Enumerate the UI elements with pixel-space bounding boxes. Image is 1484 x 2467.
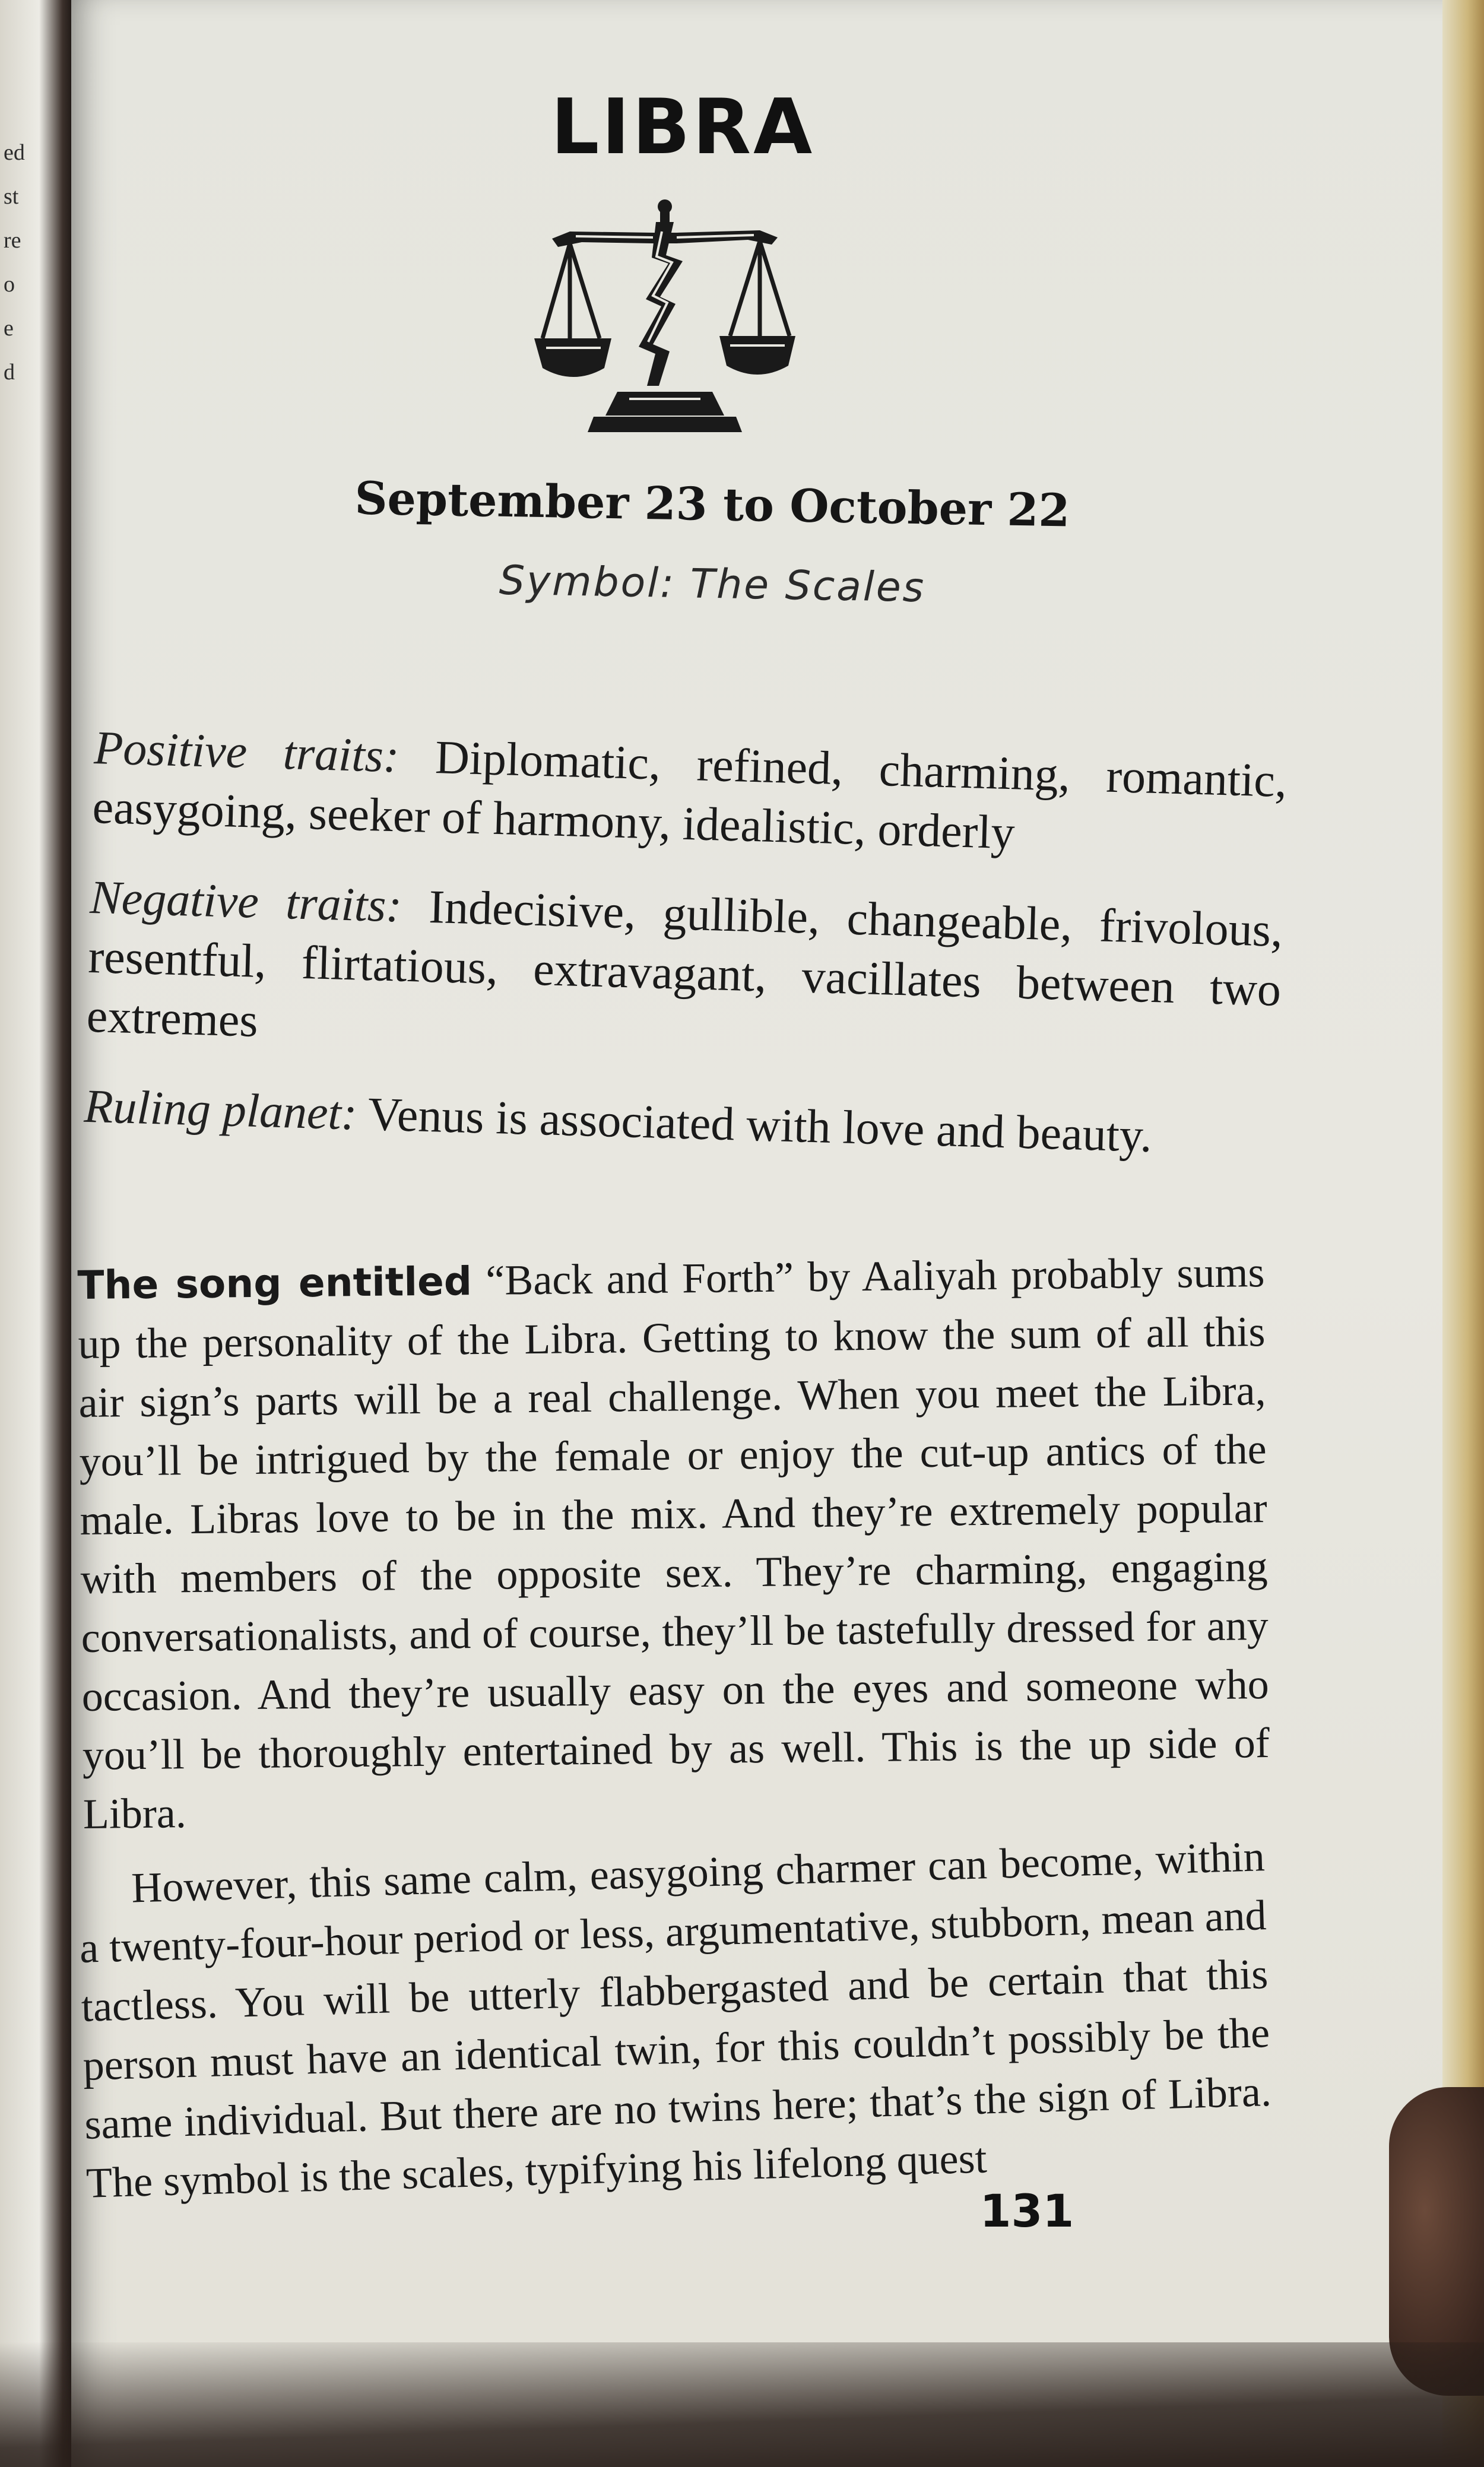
book-page (71, 0, 1454, 2467)
page-number: 131 (979, 2184, 1074, 2237)
lead-in-phrase: The song entitled (77, 1258, 473, 1308)
ruling-planet-label: Ruling planet: (83, 1080, 358, 1140)
paragraph-1-text: “Back and Forth” by Aaliyah probably sums up the personality of the Libra. Getting to know the sum of all this air sign’s parts will be a real challenge. When you meet the Libra, you’ll be intrigued by the female or enjoy the cut-up antics of the male. Libras love to be in the mix. And they’re extremely popular with members of the opposite sex. They’re charming, engaging conversationalists, and of course, they’ll be tastefully dressed for any occasion. And they’re usually easy on the eyes and someone who you’ll be thoroughly entertained by as well. This is the up side of Libra. (78, 1248, 1270, 1838)
positive-traits (91, 718, 1288, 870)
left-page-fragment: e (4, 316, 14, 341)
left-page-fragment: st (4, 184, 19, 209)
left-page-text-fragments (4, 131, 39, 394)
chapter-title: LIBRA (550, 83, 815, 172)
left-page-fragment: o (4, 272, 15, 297)
traits-section (83, 718, 1288, 1200)
paragraph-2: However, this same calm, easygoing charmer can become, within a twenty-four-hour period or less, argumentative, stubborn, mean and tactless. You will be utterly flabbergasted and be certain that this person must have an identical twin, for this couldn’t possibly be the same individual. But there are no twins here; that’s the sign of Libra. The symbol is the scales, typifying his lifelong quest (79, 1832, 1272, 2207)
body-text (77, 1248, 1272, 2230)
symbol-subtitle: Symbol: The Scales (499, 557, 926, 612)
left-page-fragment: re (4, 228, 21, 253)
page-content (71, 0, 1454, 2467)
ruling-planet-text: Venus is associated with love and beauty. (367, 1088, 1153, 1162)
left-page-fragment: ed (4, 140, 25, 165)
date-range-heading: September 23 to October 22 (354, 471, 1071, 537)
bottom-shadow (0, 2342, 1484, 2467)
negative-traits-text: Indecisive, gullible, changeable, frivolous, resentful, flirtatious, extravagant, vacillates between two extremes (85, 880, 1284, 1047)
positive-traits-label: Positive traits: (93, 721, 400, 783)
scales-icon (534, 196, 795, 445)
ruling-planet (83, 1077, 1277, 1169)
left-page-fragment: d (4, 360, 15, 385)
negative-traits-label: Negative traits: (89, 871, 403, 933)
negative-traits (86, 868, 1284, 1079)
paragraph-1 (77, 1243, 1270, 1844)
positive-traits-text: Diplomatic, refined, charming, romantic, easygoing, seeker of harmony, idealistic, orderly (91, 731, 1288, 860)
